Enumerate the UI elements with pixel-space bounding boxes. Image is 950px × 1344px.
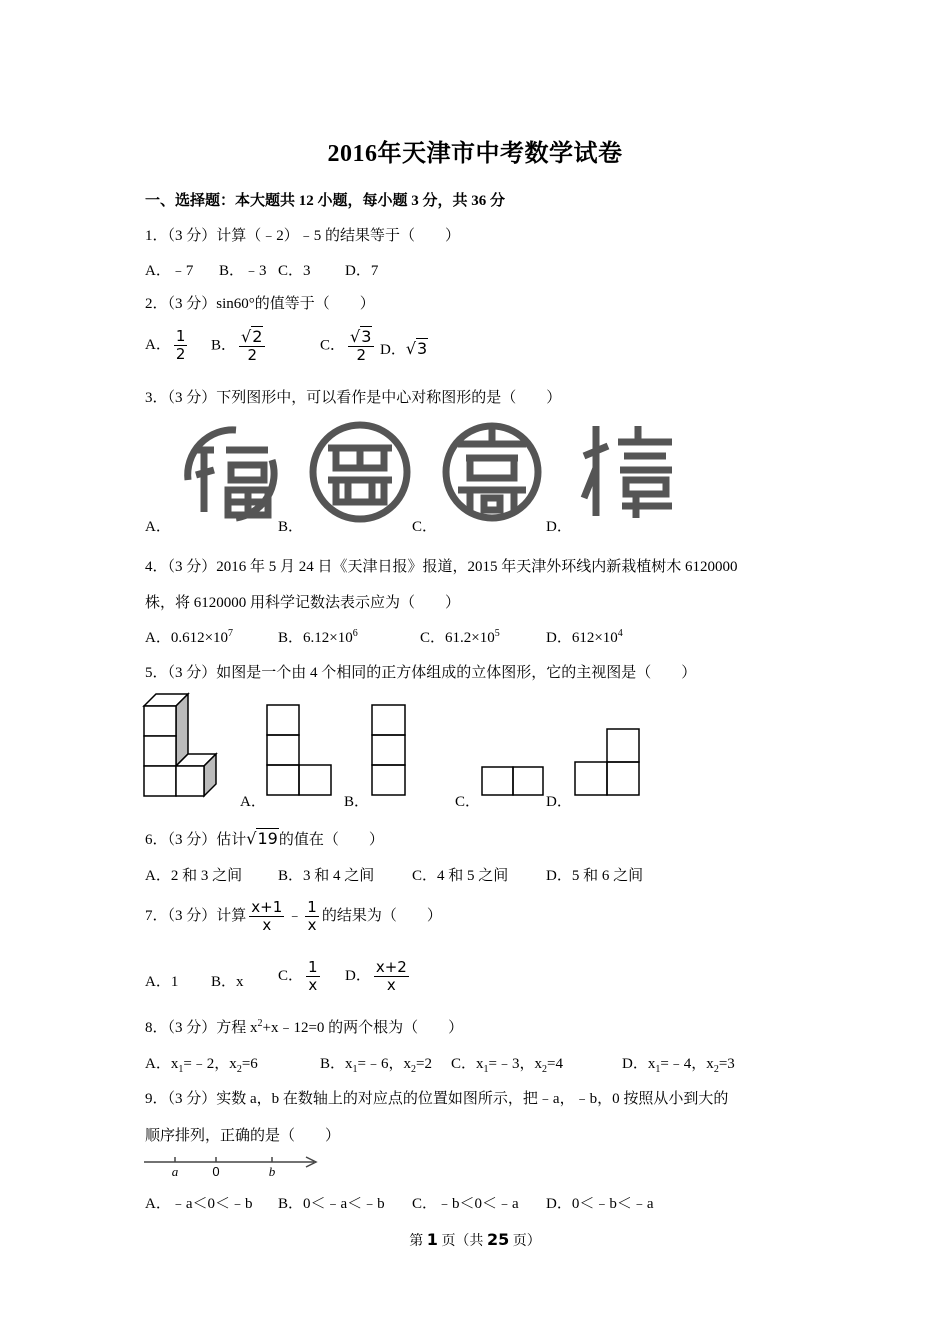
q4-option-d: D．$612\times 10^4$ xyxy=(546,628,623,646)
q5-option-c: C． xyxy=(455,794,481,810)
q8-option-d: D．$x_1=﹣4$，$x_2=3$ xyxy=(622,1056,735,1075)
q6-option-a: A．2 和 3 之间 xyxy=(145,868,243,884)
q7-option-c: C． $\frac{1}{x}$ xyxy=(278,958,318,994)
q1-option-d: D．7 xyxy=(345,263,379,279)
view-d-figure xyxy=(573,728,641,798)
q8-option-a: A．$x_1=﹣2$，$x_2=6$ xyxy=(145,1056,258,1075)
q6-option-b: B．3 和 4 之间 xyxy=(278,868,375,884)
q2-option-d: D．√3 xyxy=(380,339,428,358)
q4-stem-line2: 株，将 6120000 用科学记数法表示应为（ ） xyxy=(145,595,461,611)
q9-option-b: B．0＜﹣a＜﹣b xyxy=(278,1196,385,1212)
q9-stem-line1: 9．（3 分）实数 a，b 在数轴上的对应点的位置如图所示，把﹣a，﹣b，0 按照从小到大的 xyxy=(145,1091,729,1107)
fraction: $\frac{1}{2}$ xyxy=(175,327,186,363)
q2-option-c: C． $\frac{√3}{2}$ xyxy=(320,328,377,364)
q9-stem-line2: 顺序排列，正确的是（ ） xyxy=(145,1128,341,1144)
axis-label-a: a xyxy=(171,1164,179,1179)
q8-option-c: C．$x_1=﹣3$，$x_2=4$ xyxy=(451,1056,563,1075)
page-number: 1 xyxy=(426,1230,438,1249)
q4-option-a: A．$0.612\times 10^7$ xyxy=(145,628,234,646)
q5-stem: 5．（3 分）如图是一个由 4 个相同的正方体组成的立体图形，它的主视图是（ ） xyxy=(145,665,697,681)
q5-option-b: B． xyxy=(344,794,370,810)
section-heading: 一、选择题：本大题共 12 小题，每小题 3 分，共 36 分 xyxy=(145,193,506,209)
q8-option-b: B．$x_1=﹣6$，$x_2=2$ xyxy=(320,1056,432,1075)
q9-option-d: D．0＜﹣b＜﹣a xyxy=(546,1196,654,1212)
q9-option-a: A．﹣a＜0＜﹣b xyxy=(145,1196,253,1212)
q3-stem: 3．（3 分）下列图形中，可以看作是中心对称图形的是（ ） xyxy=(145,390,562,406)
fraction: $\frac{√2}{2}$ xyxy=(239,328,265,364)
number-line-figure xyxy=(142,1152,322,1182)
fraction: $\frac{x+2}{x}$ xyxy=(375,958,407,994)
seal-c-image xyxy=(440,418,545,526)
q3-option-d: D． xyxy=(546,519,572,535)
q2-option-b: B． $\frac{√2}{2}$ xyxy=(211,328,268,364)
q6-stem: 6．（3 分）估计√19的值在（ ） xyxy=(145,829,384,848)
q7-stem: 7．（3 分）计算 $\frac{x+1}{x}$ ﹣ $\frac{1}{x}$ 的结果为（ ） xyxy=(145,898,442,934)
axis-label-zero: 0 xyxy=(212,1164,220,1179)
q7-option-a: A．1 xyxy=(145,974,179,990)
q6-option-d: D．5 和 6 之间 xyxy=(546,868,644,884)
q3-option-a: A． xyxy=(145,519,171,535)
q3-option-b: B． xyxy=(278,519,304,535)
page-title: 2016年天津市中考数学试卷 xyxy=(327,141,623,167)
q1-stem: 1．（3 分）计算（﹣2）﹣5 的结果等于（ ） xyxy=(145,228,461,244)
q9-option-c: C．﹣b＜0＜﹣a xyxy=(412,1196,519,1212)
view-a-figure xyxy=(266,704,332,798)
q4-stem-line1: 4．（3 分）2016 年 5 月 24 日《天津日报》报道，2015 年天津外环线内新栽植树木 6120000 xyxy=(145,559,738,575)
q3-option-c: C． xyxy=(412,519,438,535)
q4-option-c: C．$61.2\times 10^5$ xyxy=(420,628,500,646)
q1-option-a: A．﹣7 xyxy=(145,263,194,279)
cube-solid-figure xyxy=(144,690,219,800)
q7-option-d: D． $\frac{x+2}{x}$ xyxy=(345,958,407,994)
seal-a-image xyxy=(176,420,281,525)
page-footer: 第 1 页（共 25 页） xyxy=(409,1230,541,1249)
view-c-figure xyxy=(481,766,545,797)
q7-option-b: B．x xyxy=(211,974,244,990)
fraction: $\frac{√3}{2}$ xyxy=(348,328,374,364)
q5-option-a: A． xyxy=(240,794,266,810)
q5-option-d: D． xyxy=(546,794,572,810)
axis-label-b: b xyxy=(268,1164,276,1179)
fraction: $\frac{x+1}{x}$ xyxy=(251,898,283,934)
q6-option-c: C．4 和 5 之间 xyxy=(412,868,509,884)
view-b-figure xyxy=(371,704,407,798)
q1-option-c: C．3 xyxy=(278,263,311,279)
total-pages: 25 xyxy=(486,1230,510,1249)
fraction: $\frac{1}{x}$ xyxy=(308,958,318,994)
q2-stem: 2．（3 分）sin60°的值等于（ ） xyxy=(145,296,375,312)
q8-stem: 8．（3 分）方程 $x^2+x﹣12=0$ 的两个根为（ ） xyxy=(145,1018,464,1036)
q4-option-b: B．$6.12\times 10^6$ xyxy=(278,628,358,646)
q1-option-b: B．﹣3 xyxy=(219,263,267,279)
seal-b-image xyxy=(306,418,414,526)
fraction: $\frac{1}{x}$ xyxy=(307,898,317,934)
q2-option-a: A． $\frac{1}{2}$ xyxy=(145,327,186,363)
seal-d-image xyxy=(576,418,680,524)
